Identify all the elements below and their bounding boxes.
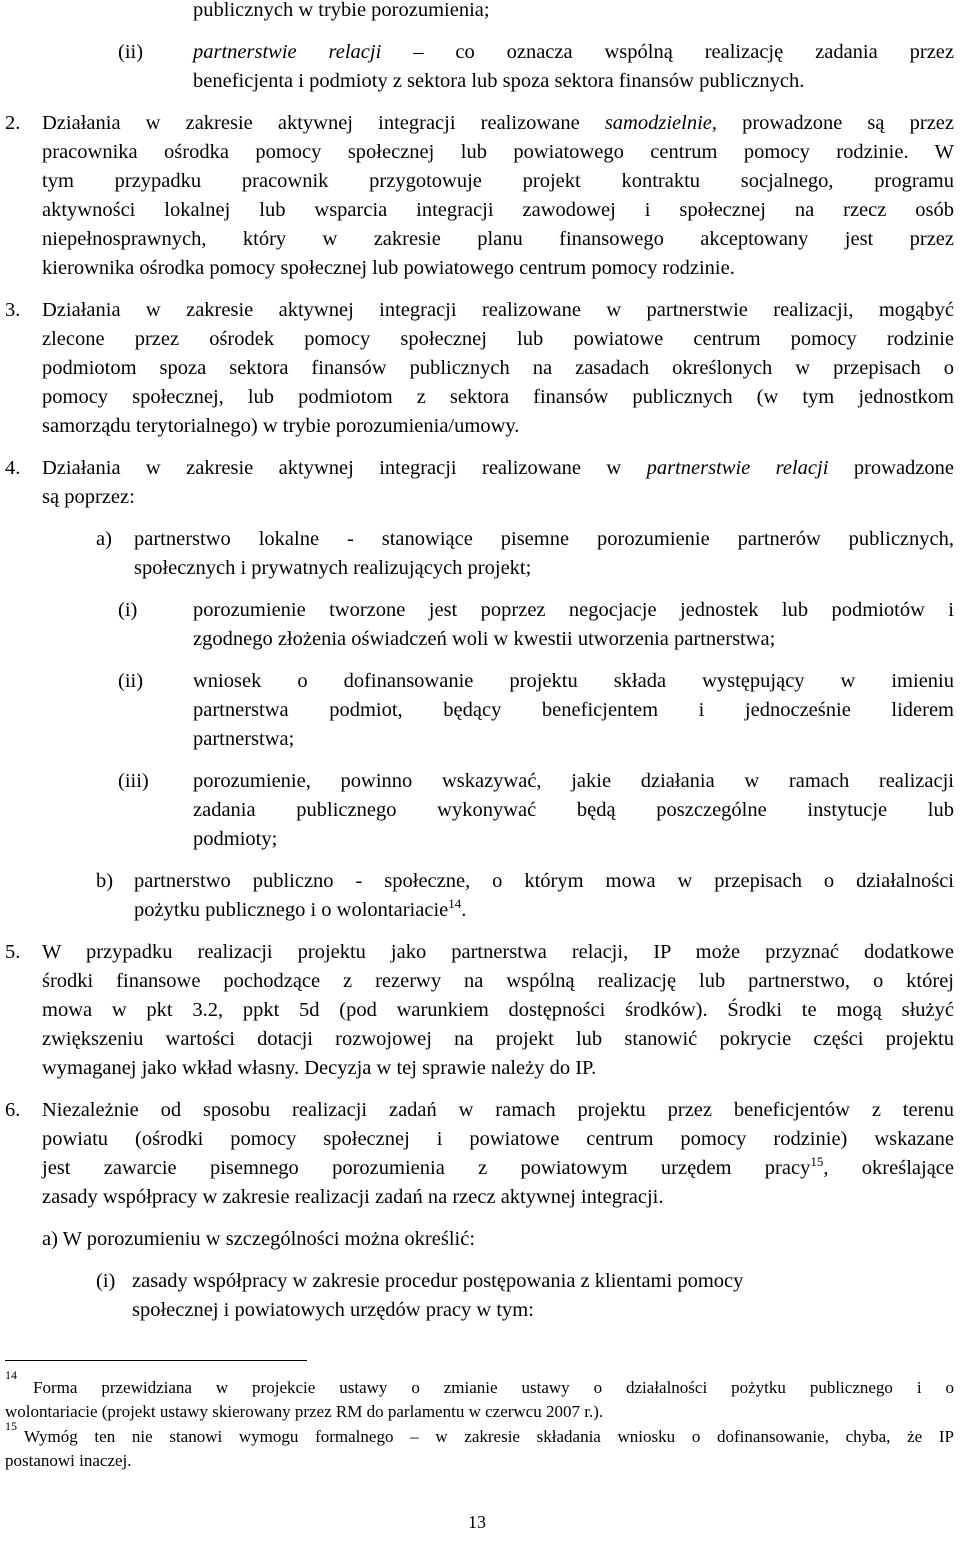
- paragraph-line: są poprzez:: [42, 486, 135, 508]
- paragraph-line: [42, 454, 954, 484]
- paragraph-line: powiatu (ośrodki pomocy społecznej i powiatowe centrum pomocy rodzinie) wskazane: [42, 1128, 954, 1150]
- text: , określające: [823, 1157, 954, 1179]
- list-item-text: porozumienie tworzone jest poprzez negocjacje jednostek lub podmiotów i: [193, 599, 954, 621]
- paragraph-line: wymaganej jako wkład własny. Decyzja w tej sprawie należy do IP.: [42, 1057, 597, 1079]
- paragraph-number: 4.: [5, 457, 21, 479]
- text: pożytku publicznego i o wolontariacie: [134, 899, 449, 921]
- list-item-text: społecznej i powiatowych urzędów pracy w tym:: [132, 1299, 534, 1321]
- list-item-text: podmioty;: [193, 828, 278, 850]
- paragraph-line: Działania w zakresie aktywnej integracji realizowane w partnerstwie realizacji, mogąbyć: [42, 299, 954, 321]
- footnote-line: postanowi inaczej.: [5, 1451, 132, 1470]
- list-item-text: [193, 38, 954, 68]
- paragraph-line: podmiotom spoza sektora finansów publicznych na zasadach określonych w przepisach o: [42, 357, 954, 379]
- list-item-text: społecznych i prywatnych realizujących projekt;: [134, 557, 532, 579]
- paragraph-line: niepełnosprawnych, który w zakresie planu finansowego akceptowany jest przez: [42, 228, 954, 250]
- footnote-line: Wymóg ten nie stanowi wymogu formalnego – w zakresie składania wniosku o dofinansowanie, chyba, że IP: [24, 1427, 954, 1446]
- footnote-number: 14: [5, 1368, 17, 1382]
- text: prowadzone: [828, 457, 954, 479]
- text: Działania w zakresie aktywnej integracji realizowane w: [42, 457, 647, 479]
- text: Działania w zakresie aktywnej integracji realizowane: [42, 112, 605, 134]
- list-item-text: beneficjenta i podmioty z sektora lub spoza sektora finansów publicznych.: [193, 70, 805, 92]
- footnote-number: 15: [5, 1419, 17, 1433]
- paragraph-line: [42, 109, 954, 139]
- list-marker: (i): [118, 599, 138, 621]
- text: .: [461, 899, 467, 921]
- footnote-line: wolontariacie (projekt ustawy skierowany przez RM do parlamentu w czerwcu 2007 r.).: [5, 1402, 604, 1421]
- list-item-text: partnerstwo publiczno - społeczne, o którym mowa w przepisach o działalności: [134, 870, 954, 892]
- paragraph-line: Niezależnie od sposobu realizacji zadań w ramach projektu przez beneficjentów z terenu: [42, 1099, 954, 1121]
- paragraph-line: środki finansowe pochodzące z rezerwy na wspólną realizację lub partnerstwo, o której: [42, 970, 954, 992]
- paragraph-number: 6.: [5, 1099, 21, 1121]
- list-item-text: zgodnego złożenia oświadczeń woli w kwestii utworzenia partnerstwa;: [193, 628, 776, 650]
- paragraph-line: zlecone przez ośrodek pomocy społecznej lub powiatowe centrum pomocy rodzinie: [42, 328, 954, 350]
- paragraph-line: mowa w pkt 3.2, ppkt 5d (pod warunkiem dostępności środków). Środki te mogą służyć: [42, 999, 954, 1021]
- paragraph-number: 5.: [5, 941, 21, 963]
- list-item-text: wniosek o dofinansowanie projektu składa występujący w imieniu: [193, 670, 954, 692]
- list-marker: (ii): [118, 670, 144, 692]
- list-item-text: partnerstwa podmiot, będący beneficjentem i jednocześnie liderem: [193, 699, 954, 721]
- paragraph-line: [42, 1154, 954, 1184]
- text: prowadzone są przez: [716, 112, 954, 134]
- list-marker: b): [96, 870, 114, 892]
- paragraph-line: kierownika ośrodka pomocy społecznej lub powiatowego centrum pomocy rodzinie.: [42, 257, 735, 279]
- list-item-text: porozumienie, powinno wskazywać, jakie działania w ramach realizacji: [193, 770, 954, 792]
- page-number: 13: [468, 1512, 486, 1532]
- paragraph-line: tym przypadku pracownik przygotowuje projekt kontraktu socjalnego, programu: [42, 170, 954, 192]
- list-marker: (iii): [118, 770, 149, 792]
- list-marker: (ii): [118, 41, 144, 63]
- list-item-text: partnerstwa;: [193, 728, 295, 750]
- continuation-line: publicznych w trybie porozumienia;: [193, 0, 490, 21]
- paragraph-line: zwiększeniu wartości dotacji rozwojowej na projekt lub stanowić pokrycie części projektu: [42, 1028, 954, 1050]
- paragraph-line: zasady współpracy w zakresie realizacji zadań na rzecz aktywnej integracji.: [42, 1186, 664, 1208]
- list-marker: a): [96, 528, 112, 550]
- paragraph-number: 3.: [5, 299, 21, 321]
- paragraph-line: pracownika ośrodka pomocy społecznej lub powiatowego centrum pomocy rodzinie. W: [42, 141, 954, 163]
- text: – co oznacza wspólną realizację zadania przez: [413, 41, 954, 63]
- text: jest zawarcie pisemnego porozumienia z powiatowym urzędem pracy: [42, 1157, 811, 1179]
- list-item-text: partnerstwo lokalne - stanowiące pisemne porozumienie partnerów publicznych,: [134, 528, 954, 550]
- footnote-separator: [5, 1360, 307, 1361]
- term: samodzielnie,: [604, 112, 717, 134]
- paragraph-line: pomocy społecznej, lub podmiotom z sektora finansów publicznych (w tym jednostkom: [42, 386, 954, 408]
- term: partnerstwie relacji: [193, 41, 382, 63]
- paragraph-line: W przypadku realizacji projektu jako partnerstwa relacji, IP może przyznać dodatkowe: [42, 941, 954, 963]
- list-item-text: zasady współpracy w zakresie procedur postępowania z klientami pomocy: [132, 1270, 744, 1292]
- footnote-ref[interactable]: 15: [810, 1154, 824, 1170]
- paragraph-line: samorządu terytorialnego) w trybie porozumienia/umowy.: [42, 415, 520, 437]
- list-marker: (i): [96, 1270, 116, 1292]
- paragraph-number: 2.: [5, 112, 21, 134]
- list-item-text: zadania publicznego wykonywać będą poszczególne instytucje lub: [193, 799, 954, 821]
- list-item-text: [134, 896, 466, 926]
- footnote-ref[interactable]: 14: [448, 896, 462, 912]
- paragraph-line: aktywności lokalnej lub wsparcia integracji zawodowej i społecznej na rzecz osób: [42, 199, 954, 221]
- footnote-line: Forma przewidziana w projekcie ustawy o zmianie ustawy o działalności pożytku publicznego i o: [33, 1378, 954, 1397]
- term: partnerstwie relacji: [646, 457, 829, 479]
- paragraph-line: a) W porozumieniu w szczególności można określić:: [42, 1228, 476, 1250]
